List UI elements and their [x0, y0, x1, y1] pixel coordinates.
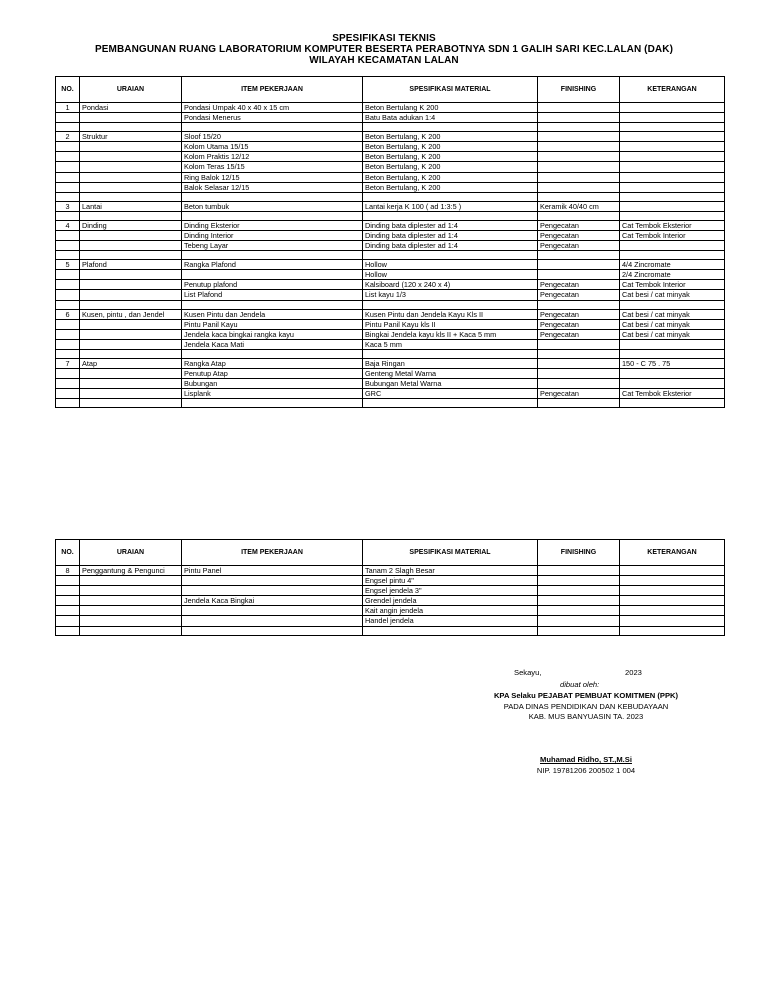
table-row	[56, 270, 725, 280]
cell-spesifikasi-material: Kait angin jendela	[363, 606, 538, 616]
cell-finishing: Keramik 40/40 cm	[538, 201, 620, 211]
cell-finishing: Pengecatan	[538, 290, 620, 300]
spacer-cell	[620, 300, 725, 309]
cell-spesifikasi-material: Kaca 5 mm	[363, 339, 538, 349]
cell-spesifikasi-material: Dinding bata diplester ad 1:4	[363, 241, 538, 251]
spacer-row	[56, 399, 725, 408]
cell-keterangan: Cat Tembok Eksterior	[620, 389, 725, 399]
cell-item-pekerjaan: Jendela kaca bingkai rangka kayu	[182, 329, 363, 339]
cell-uraian	[80, 241, 182, 251]
table-row	[56, 309, 725, 319]
cell-keterangan	[620, 172, 725, 182]
document-title-block	[0, 33, 768, 66]
cell-no: 8	[56, 566, 80, 576]
table-row	[56, 142, 725, 152]
header-uraian: URAIAN	[80, 77, 182, 103]
cell-finishing	[538, 566, 620, 576]
cell-no: 1	[56, 103, 80, 113]
spacer-cell	[538, 123, 620, 132]
cell-no	[56, 152, 80, 162]
cell-item-pekerjaan: Lisplank	[182, 389, 363, 399]
table-row	[56, 182, 725, 192]
cell-keterangan	[620, 103, 725, 113]
table-row	[56, 616, 725, 626]
cell-spesifikasi-material: Beton Bertulang, K 200	[363, 182, 538, 192]
cell-spesifikasi-material: Grendel jendela	[363, 596, 538, 606]
table-row	[56, 152, 725, 162]
cell-uraian	[80, 319, 182, 329]
signature-name: Muhamad Ridho, ST.,M.Si	[540, 755, 632, 764]
table-header-row	[56, 77, 725, 103]
table-row	[56, 172, 725, 182]
spacer-cell	[620, 251, 725, 260]
spacer-cell	[56, 123, 80, 132]
document-region: WILAYAH KECAMATAN LALAN	[309, 55, 459, 66]
cell-spesifikasi-material: Tanam 2 Slagh Besar	[363, 566, 538, 576]
table-header-row	[56, 540, 725, 566]
spacer-cell	[80, 626, 182, 635]
cell-keterangan: 150 - C 75 . 75	[620, 358, 725, 368]
table-row	[56, 132, 725, 142]
spacer-cell	[56, 211, 80, 220]
header-item-pekerjaan: ITEM PEKERJAAN	[182, 540, 363, 566]
table-row	[56, 576, 725, 586]
spacer-cell	[182, 251, 363, 260]
cell-no	[56, 379, 80, 389]
cell-keterangan	[620, 368, 725, 378]
table-row	[56, 389, 725, 399]
cell-spesifikasi-material: Bubungan Metal Warna	[363, 379, 538, 389]
cell-finishing: Pengecatan	[538, 319, 620, 329]
cell-no	[56, 113, 80, 123]
table-row	[56, 596, 725, 606]
spacer-cell	[182, 192, 363, 201]
spacer-cell	[538, 300, 620, 309]
cell-uraian: Dinding	[80, 220, 182, 230]
cell-spesifikasi-material: Hollow	[363, 270, 538, 280]
cell-no: 6	[56, 309, 80, 319]
cell-finishing	[538, 162, 620, 172]
cell-item-pekerjaan: Ring Balok 12/15	[182, 172, 363, 182]
cell-uraian	[80, 113, 182, 123]
cell-finishing	[538, 596, 620, 606]
spacer-cell	[620, 192, 725, 201]
cell-keterangan	[620, 113, 725, 123]
cell-uraian	[80, 182, 182, 192]
cell-uraian: Plafond	[80, 260, 182, 270]
cell-item-pekerjaan	[182, 616, 363, 626]
cell-no	[56, 182, 80, 192]
table-row	[56, 241, 725, 251]
cell-item-pekerjaan: Pintu Panel	[182, 566, 363, 576]
header-keterangan: KETERANGAN	[620, 540, 725, 566]
cell-finishing	[538, 260, 620, 270]
spacer-cell	[80, 123, 182, 132]
cell-uraian	[80, 162, 182, 172]
spacer-cell	[56, 349, 80, 358]
cell-no	[56, 616, 80, 626]
cell-finishing	[538, 172, 620, 182]
header-spesifikasi-material: SPESIFIKASI MATERIAL	[363, 540, 538, 566]
spacer-cell	[538, 399, 620, 408]
table-row	[56, 368, 725, 378]
spacer-row	[56, 211, 725, 220]
document-title: SPESIFIKASI TEKNIS	[332, 33, 436, 44]
cell-item-pekerjaan: Pondasi Menerus	[182, 113, 363, 123]
table-row	[56, 329, 725, 339]
cell-finishing	[538, 586, 620, 596]
spacer-cell	[80, 251, 182, 260]
cell-no	[56, 596, 80, 606]
cell-no	[56, 162, 80, 172]
cell-keterangan	[620, 152, 725, 162]
cell-spesifikasi-material: List kayu 1/3	[363, 290, 538, 300]
spacer-cell	[363, 626, 538, 635]
cell-no	[56, 339, 80, 349]
cell-no: 3	[56, 201, 80, 211]
spacer-cell	[80, 300, 182, 309]
table-row	[56, 113, 725, 123]
cell-keterangan	[620, 339, 725, 349]
cell-finishing	[538, 368, 620, 378]
cell-item-pekerjaan: Penutup Atap	[182, 368, 363, 378]
cell-uraian	[80, 616, 182, 626]
spacer-cell	[182, 626, 363, 635]
document-subtitle: PEMBANGUNAN RUANG LABORATORIUM KOMPUTER BESERTA PERABOTNYA SDN 1 GALIH SARI KEC.LALAN (DAK)	[95, 44, 673, 55]
cell-finishing	[538, 132, 620, 142]
cell-spesifikasi-material: Beton Bertulang K 200	[363, 103, 538, 113]
cell-item-pekerjaan: Pintu Panil Kayu	[182, 319, 363, 329]
cell-no	[56, 586, 80, 596]
cell-uraian	[80, 290, 182, 300]
cell-item-pekerjaan	[182, 270, 363, 280]
spacer-cell	[56, 399, 80, 408]
spacer-cell	[620, 399, 725, 408]
cell-keterangan	[620, 142, 725, 152]
cell-spesifikasi-material: Pintu Panil Kayu kls II	[363, 319, 538, 329]
cell-spesifikasi-material: Baja Ringan	[363, 358, 538, 368]
cell-keterangan	[620, 241, 725, 251]
signature-region: KAB. MUS BANYUASIN TA. 2023	[528, 712, 644, 721]
table-row	[56, 260, 725, 270]
signature-made-by: dibuat oleh:	[560, 680, 600, 689]
cell-finishing: Pengecatan	[538, 230, 620, 240]
spacer-cell	[538, 251, 620, 260]
spacer-cell	[182, 123, 363, 132]
cell-item-pekerjaan: Jendela Kaca Bingkai	[182, 596, 363, 606]
cell-no: 7	[56, 358, 80, 368]
spacer-cell	[56, 192, 80, 201]
spacer-cell	[80, 192, 182, 201]
spacer-cell	[363, 399, 538, 408]
cell-item-pekerjaan: Kolom Praktis 12/12	[182, 152, 363, 162]
cell-keterangan: Cat besi / cat minyak	[620, 319, 725, 329]
cell-uraian: Kusen, pintu , dan Jendel	[80, 309, 182, 319]
cell-no	[56, 280, 80, 290]
cell-spesifikasi-material: Handel jendela	[363, 616, 538, 626]
cell-no	[56, 290, 80, 300]
table-row	[56, 339, 725, 349]
cell-item-pekerjaan: Balok Selasar 12/15	[182, 182, 363, 192]
cell-item-pekerjaan: Beton tumbuk	[182, 201, 363, 211]
cell-item-pekerjaan: Tebeng Layar	[182, 241, 363, 251]
cell-spesifikasi-material: Batu Bata adukan 1:4	[363, 113, 538, 123]
header-finishing: FINISHING	[538, 77, 620, 103]
cell-uraian	[80, 172, 182, 182]
spacer-row	[56, 349, 725, 358]
spacer-cell	[538, 626, 620, 635]
spacer-cell	[538, 211, 620, 220]
cell-finishing: Pengecatan	[538, 280, 620, 290]
cell-uraian: Penggantung & Pengunci	[80, 566, 182, 576]
spacer-row	[56, 123, 725, 132]
spacer-cell	[363, 300, 538, 309]
header-keterangan: KETERANGAN	[620, 77, 725, 103]
cell-spesifikasi-material: Hollow	[363, 260, 538, 270]
table-row	[56, 290, 725, 300]
cell-uraian	[80, 606, 182, 616]
spacer-cell	[56, 251, 80, 260]
cell-item-pekerjaan	[182, 576, 363, 586]
cell-finishing	[538, 152, 620, 162]
cell-spesifikasi-material: Dinding bata diplester ad 1:4	[363, 230, 538, 240]
cell-uraian: Struktur	[80, 132, 182, 142]
cell-item-pekerjaan: Pondasi Umpak 40 x 40 x 15 cm	[182, 103, 363, 113]
cell-no	[56, 368, 80, 378]
cell-keterangan: Cat besi / cat minyak	[620, 309, 725, 319]
cell-no	[56, 230, 80, 240]
cell-finishing	[538, 103, 620, 113]
table-row	[56, 319, 725, 329]
cell-keterangan	[620, 566, 725, 576]
cell-uraian	[80, 329, 182, 339]
signature-role: KPA Selaku PEJABAT PEMBUAT KOMITMEN (PPK)	[493, 691, 679, 700]
cell-item-pekerjaan: Kolom Utama 15/15	[182, 142, 363, 152]
cell-keterangan: 4/4 Zincromate	[620, 260, 725, 270]
cell-keterangan	[620, 576, 725, 586]
cell-uraian	[80, 230, 182, 240]
spacer-cell	[363, 251, 538, 260]
cell-spesifikasi-material: Engsel jendela 3"	[363, 586, 538, 596]
cell-no	[56, 172, 80, 182]
cell-finishing	[538, 113, 620, 123]
cell-no	[56, 329, 80, 339]
cell-finishing	[538, 142, 620, 152]
cell-finishing	[538, 339, 620, 349]
cell-item-pekerjaan	[182, 586, 363, 596]
cell-no	[56, 241, 80, 251]
cell-uraian: Pondasi	[80, 103, 182, 113]
cell-keterangan: Cat besi / cat minyak	[620, 329, 725, 339]
signature-place: Sekayu,	[514, 668, 542, 677]
spacer-cell	[182, 211, 363, 220]
table-row	[56, 162, 725, 172]
cell-spesifikasi-material: GRC	[363, 389, 538, 399]
cell-finishing	[538, 606, 620, 616]
cell-finishing	[538, 576, 620, 586]
cell-finishing: Pengecatan	[538, 241, 620, 251]
cell-finishing: Pengecatan	[538, 309, 620, 319]
cell-keterangan	[620, 201, 725, 211]
spacer-cell	[182, 349, 363, 358]
spacer-cell	[620, 123, 725, 132]
cell-uraian	[80, 280, 182, 290]
spacer-cell	[56, 300, 80, 309]
cell-finishing	[538, 182, 620, 192]
cell-keterangan	[620, 606, 725, 616]
cell-uraian	[80, 339, 182, 349]
spacer-cell	[56, 626, 80, 635]
cell-no	[56, 319, 80, 329]
cell-no: 2	[56, 132, 80, 142]
cell-item-pekerjaan: Kolom Teras 15/15	[182, 162, 363, 172]
spec-table-2-body	[56, 566, 725, 636]
header-uraian: URAIAN	[80, 540, 182, 566]
cell-no	[56, 142, 80, 152]
cell-item-pekerjaan: Bubungan	[182, 379, 363, 389]
cell-spesifikasi-material: Beton Bertulang, K 200	[363, 132, 538, 142]
table-row	[56, 606, 725, 616]
cell-keterangan: Cat besi / cat minyak	[620, 290, 725, 300]
cell-no	[56, 389, 80, 399]
spacer-cell	[363, 123, 538, 132]
header-item-pekerjaan: ITEM PEKERJAAN	[182, 77, 363, 103]
cell-no	[56, 576, 80, 586]
spacer-cell	[363, 211, 538, 220]
cell-finishing: Pengecatan	[538, 220, 620, 230]
cell-uraian	[80, 596, 182, 606]
cell-item-pekerjaan: Kusen Pintu dan Jendela	[182, 309, 363, 319]
cell-item-pekerjaan: Dinding Interior	[182, 230, 363, 240]
cell-item-pekerjaan: Rangka Atap	[182, 358, 363, 368]
table-row	[56, 586, 725, 596]
spec-table-1-body	[56, 103, 725, 408]
cell-spesifikasi-material: Lantai kerja K 100 ( ad 1:3:5 )	[363, 201, 538, 211]
cell-item-pekerjaan: List Plafond	[182, 290, 363, 300]
cell-keterangan	[620, 586, 725, 596]
cell-uraian: Atap	[80, 358, 182, 368]
cell-no	[56, 606, 80, 616]
header-no: NO.	[56, 77, 80, 103]
header-spesifikasi-material: SPESIFIKASI MATERIAL	[363, 77, 538, 103]
table-row	[56, 280, 725, 290]
cell-uraian	[80, 379, 182, 389]
spec-table-1	[55, 76, 725, 408]
cell-spesifikasi-material: Beton Bertulang, K 200	[363, 162, 538, 172]
table-row	[56, 358, 725, 368]
spacer-cell	[363, 349, 538, 358]
cell-spesifikasi-material: Kusen Pintu dan Jendela Kayu Kls II	[363, 309, 538, 319]
spacer-cell	[620, 626, 725, 635]
spacer-cell	[620, 211, 725, 220]
cell-spesifikasi-material: Beton Bertulang, K 200	[363, 152, 538, 162]
spacer-row	[56, 626, 725, 635]
header-no: NO.	[56, 540, 80, 566]
spacer-cell	[538, 349, 620, 358]
header-finishing: FINISHING	[538, 540, 620, 566]
table-row	[56, 103, 725, 113]
cell-uraian	[80, 576, 182, 586]
spacer-cell	[80, 349, 182, 358]
cell-uraian	[80, 152, 182, 162]
cell-finishing: Pengecatan	[538, 329, 620, 339]
cell-item-pekerjaan: Penutup plafond	[182, 280, 363, 290]
cell-finishing	[538, 270, 620, 280]
cell-uraian	[80, 586, 182, 596]
spacer-cell	[80, 399, 182, 408]
cell-item-pekerjaan	[182, 606, 363, 616]
signature-year: 2023	[625, 668, 642, 677]
table-row	[56, 201, 725, 211]
spacer-cell	[538, 192, 620, 201]
table-row	[56, 230, 725, 240]
spacer-row	[56, 192, 725, 201]
cell-spesifikasi-material: Beton Bertulang, K 200	[363, 172, 538, 182]
cell-spesifikasi-material: Engsel pintu 4"	[363, 576, 538, 586]
spacer-row	[56, 251, 725, 260]
cell-keterangan	[620, 379, 725, 389]
cell-keterangan: Cat Tembok Eksterior	[620, 220, 725, 230]
spacer-cell	[80, 211, 182, 220]
signature-nip: NIP. 19781206 200502 1 004	[536, 766, 636, 775]
cell-keterangan	[620, 616, 725, 626]
cell-item-pekerjaan: Jendela Kaca Mati	[182, 339, 363, 349]
spacer-cell	[363, 192, 538, 201]
cell-no: 4	[56, 220, 80, 230]
cell-no	[56, 270, 80, 280]
cell-item-pekerjaan: Sloof 15/20	[182, 132, 363, 142]
cell-no: 5	[56, 260, 80, 270]
spacer-cell	[182, 300, 363, 309]
cell-finishing: Pengecatan	[538, 389, 620, 399]
cell-spesifikasi-material: Genteng Metal Warna	[363, 368, 538, 378]
cell-keterangan	[620, 162, 725, 172]
table-row	[56, 566, 725, 576]
table-row	[56, 379, 725, 389]
cell-spesifikasi-material: Dinding bata diplester ad 1:4	[363, 220, 538, 230]
cell-keterangan	[620, 182, 725, 192]
cell-keterangan: Cat Tembok Interior	[620, 280, 725, 290]
cell-finishing	[538, 379, 620, 389]
table-row	[56, 220, 725, 230]
spacer-cell	[182, 399, 363, 408]
cell-spesifikasi-material: Beton Bertulang, K 200	[363, 142, 538, 152]
signature-office: PADA DINAS PENDIDIKAN DAN KEBUDAYAAN	[503, 702, 669, 711]
cell-spesifikasi-material: Bingkai Jendela kayu kls II + Kaca 5 mm	[363, 329, 538, 339]
cell-finishing	[538, 358, 620, 368]
cell-keterangan: 2/4 Zincromate	[620, 270, 725, 280]
spacer-cell	[620, 349, 725, 358]
cell-uraian	[80, 270, 182, 280]
cell-keterangan	[620, 132, 725, 142]
cell-uraian	[80, 142, 182, 152]
cell-uraian	[80, 389, 182, 399]
spacer-row	[56, 300, 725, 309]
spec-table-2	[55, 539, 725, 636]
cell-spesifikasi-material: Kalsiboard (120 x 240 x 4)	[363, 280, 538, 290]
cell-finishing	[538, 616, 620, 626]
cell-keterangan	[620, 596, 725, 606]
cell-item-pekerjaan: Rangka Plafond	[182, 260, 363, 270]
cell-uraian: Lantai	[80, 201, 182, 211]
cell-item-pekerjaan: Dinding Eksterior	[182, 220, 363, 230]
cell-uraian	[80, 368, 182, 378]
cell-keterangan: Cat Tembok Interior	[620, 230, 725, 240]
